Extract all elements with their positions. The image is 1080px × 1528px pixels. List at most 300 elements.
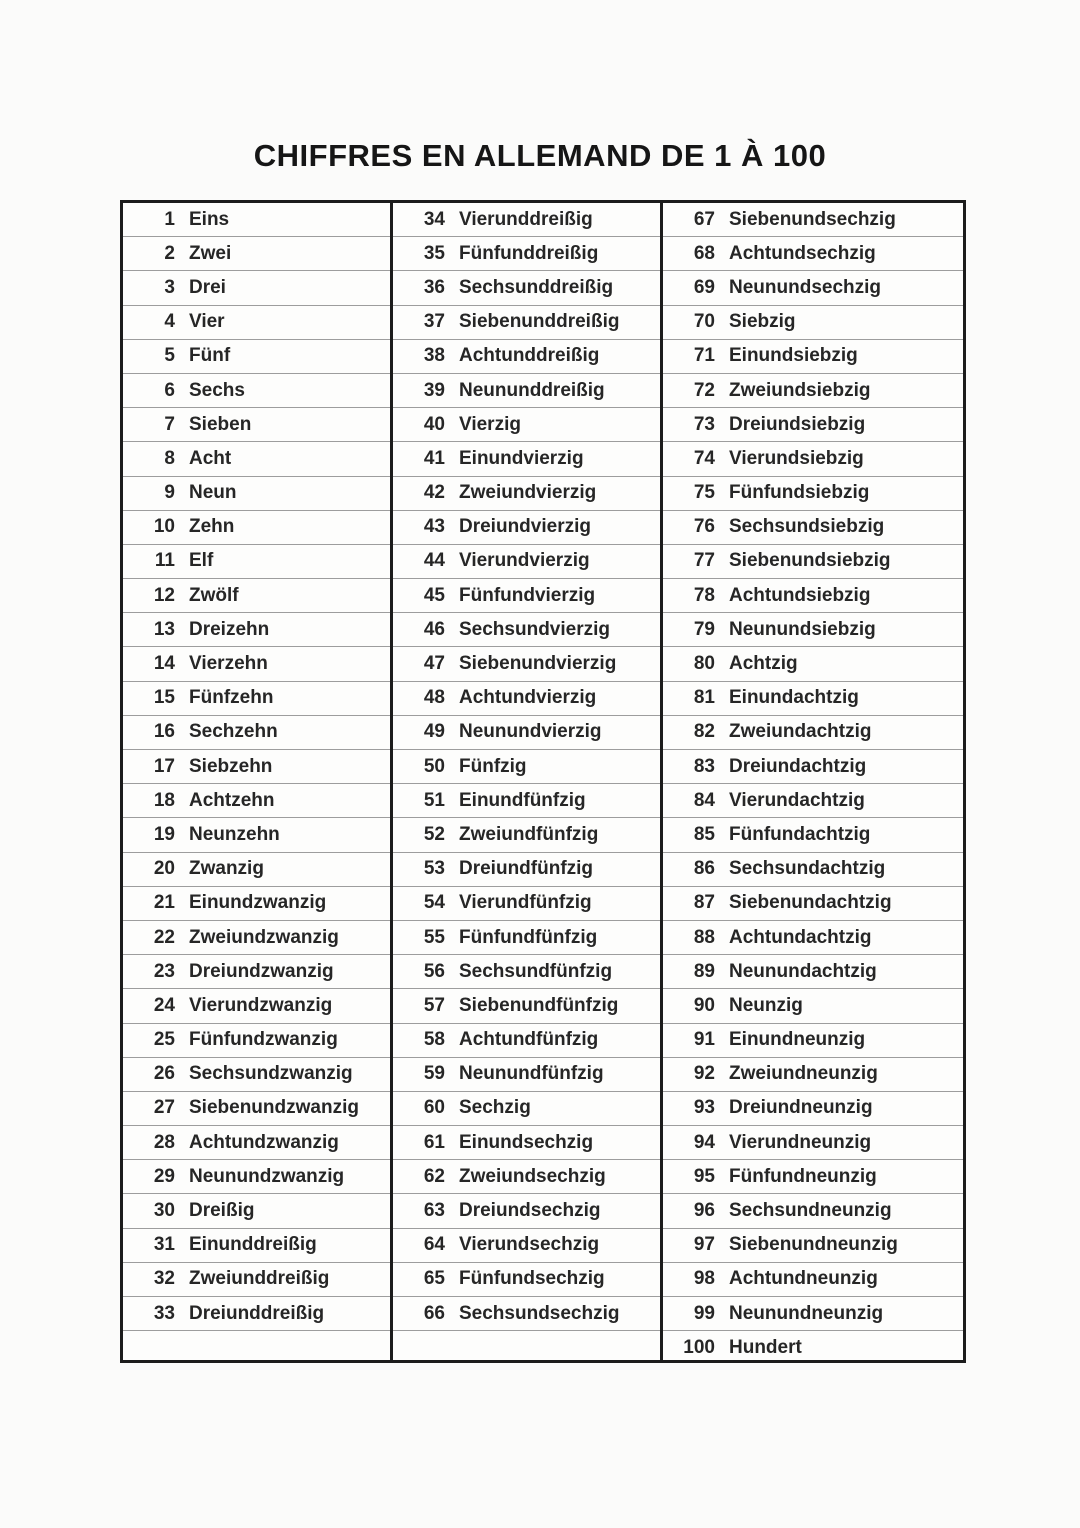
row-number: 83	[693, 755, 715, 777]
row-number: 18	[153, 789, 175, 811]
row-word: Sechsunddreißig	[459, 276, 614, 298]
row-number: 100	[683, 1336, 715, 1358]
row-number: 89	[693, 960, 715, 982]
row-word: Fünfunddreißig	[459, 242, 599, 264]
row-number: 58	[423, 1029, 445, 1051]
row-word: Einundfünfzig	[459, 789, 586, 811]
row-number: 66	[423, 1302, 445, 1324]
table-row	[123, 1263, 390, 1297]
row-word: Sechsundsiebzig	[729, 516, 885, 538]
row-word: Fünfzehn	[189, 687, 274, 709]
row-number: 95	[693, 1165, 715, 1187]
table-row	[393, 271, 660, 305]
row-number: 49	[423, 721, 445, 743]
table-row	[123, 1126, 390, 1160]
table-row	[663, 374, 963, 408]
row-number: 93	[693, 1097, 715, 1119]
row-word: Vierundzwanzig	[189, 994, 333, 1016]
table-row	[393, 989, 660, 1023]
table-row	[663, 750, 963, 784]
row-word: Siebenundneunzig	[729, 1234, 898, 1256]
row-number: 76	[693, 516, 715, 538]
table-row	[393, 340, 660, 374]
row-word: Siebenundvierzig	[459, 653, 617, 675]
numbers-table	[120, 200, 966, 1363]
table-row	[663, 340, 963, 374]
table-row	[123, 271, 390, 305]
row-word: Zweiundneunzig	[729, 1063, 878, 1085]
table-row	[393, 1126, 660, 1160]
table-row	[393, 203, 660, 237]
row-number: 12	[153, 584, 175, 606]
table-row	[663, 818, 963, 852]
row-number: 82	[693, 721, 715, 743]
row-word: Vierunddreißig	[459, 208, 593, 230]
table-row	[123, 1092, 390, 1126]
row-word: Einundvierzig	[459, 447, 584, 469]
table-row	[123, 511, 390, 545]
row-number: 5	[164, 345, 175, 367]
row-number: 7	[164, 413, 175, 435]
row-number: 98	[693, 1268, 715, 1290]
row-word: Dreiundneunzig	[729, 1097, 873, 1119]
table-row	[663, 1092, 963, 1126]
row-number: 87	[693, 892, 715, 914]
row-word: Neununddreißig	[459, 379, 605, 401]
row-number: 91	[693, 1029, 715, 1051]
table-row	[123, 955, 390, 989]
row-number: 92	[693, 1063, 715, 1085]
table-row	[393, 647, 660, 681]
table-row	[393, 818, 660, 852]
table-row	[663, 1160, 963, 1194]
row-word: Achtundsiebzig	[729, 584, 871, 606]
row-number: 34	[423, 208, 445, 230]
row-word: Vierundneunzig	[729, 1131, 872, 1153]
row-number: 94	[693, 1131, 715, 1153]
row-word: Eins	[189, 208, 230, 230]
row-word: Vierundsiebzig	[729, 447, 864, 469]
table-row	[393, 511, 660, 545]
row-number: 57	[423, 994, 445, 1016]
row-word: Vierundsechzig	[459, 1234, 600, 1256]
row-number: 43	[423, 516, 445, 538]
table-row	[123, 237, 390, 271]
row-number: 35	[423, 242, 445, 264]
row-number: 90	[693, 994, 715, 1016]
table-row	[123, 887, 390, 921]
row-word: Siebenundzwanzig	[189, 1097, 359, 1119]
row-word: Dreiunddreißig	[189, 1302, 325, 1324]
table-row	[393, 1092, 660, 1126]
row-number: 15	[153, 687, 175, 709]
row-number: 69	[693, 276, 715, 298]
row-number: 11	[154, 550, 175, 572]
table-row	[663, 477, 963, 511]
row-word: Neunzehn	[189, 823, 280, 845]
row-word: Zwanzig	[189, 858, 264, 880]
table-row	[393, 408, 660, 442]
row-word: Achtundsechzig	[729, 242, 876, 264]
row-word: Acht	[189, 447, 232, 469]
row-word: Dreizehn	[189, 618, 270, 640]
row-number: 21	[153, 892, 175, 914]
row-number: 70	[693, 311, 715, 333]
table-row	[123, 1024, 390, 1058]
row-number: 33	[153, 1302, 175, 1324]
table-row	[663, 853, 963, 887]
table-row	[123, 1297, 390, 1331]
row-word: Zweiundsechzig	[459, 1165, 606, 1187]
row-number: 4	[164, 311, 175, 333]
table-row	[393, 442, 660, 476]
row-number: 96	[693, 1200, 715, 1222]
row-word: Vierundachtzig	[729, 789, 865, 811]
row-number: 48	[423, 687, 445, 709]
table-column-3	[663, 203, 963, 1360]
table-row	[393, 716, 660, 750]
row-word: Achtundfünfzig	[459, 1029, 599, 1051]
row-word: Zwei	[189, 242, 232, 264]
table-row	[393, 545, 660, 579]
table-row	[123, 340, 390, 374]
row-number: 3	[164, 276, 175, 298]
row-word: Achtzehn	[189, 789, 275, 811]
row-number: 30	[153, 1200, 175, 1222]
table-row	[663, 955, 963, 989]
row-number: 86	[693, 858, 715, 880]
row-number: 44	[423, 550, 445, 572]
table-row	[393, 1297, 660, 1331]
row-number: 39	[423, 379, 445, 401]
row-word: Vierzehn	[189, 653, 268, 675]
row-number: 62	[423, 1165, 445, 1187]
row-word: Sechsundvierzig	[459, 618, 610, 640]
table-row	[663, 1297, 963, 1331]
row-number: 51	[423, 789, 445, 811]
table-row	[123, 306, 390, 340]
table-row	[393, 750, 660, 784]
row-number: 40	[423, 413, 445, 435]
table-row	[123, 442, 390, 476]
table-row	[663, 306, 963, 340]
row-number: 84	[693, 789, 715, 811]
table-row	[663, 647, 963, 681]
row-number: 2	[164, 242, 175, 264]
row-word: Dreißig	[189, 1200, 255, 1222]
row-number: 22	[153, 926, 175, 948]
table-row	[663, 1024, 963, 1058]
table-row	[123, 1229, 390, 1263]
row-number: 26	[153, 1063, 175, 1085]
row-number: 79	[693, 618, 715, 640]
row-word: Siebenunddreißig	[459, 311, 620, 333]
row-word: Einundachtzig	[729, 687, 859, 709]
row-number: 75	[693, 482, 715, 504]
table-row	[663, 682, 963, 716]
row-word: Zweiundvierzig	[459, 482, 597, 504]
row-number: 19	[153, 823, 175, 845]
table-row	[123, 989, 390, 1023]
row-word: Siebenundfünfzig	[459, 994, 619, 1016]
row-word: Vier	[189, 311, 225, 333]
table-row	[393, 1160, 660, 1194]
table-row	[663, 271, 963, 305]
row-word: Sechsundfünfzig	[459, 960, 613, 982]
row-number: 46	[423, 618, 445, 640]
row-number: 13	[153, 618, 175, 640]
row-word: Fünfundzwanzig	[189, 1029, 338, 1051]
row-number: 17	[153, 755, 175, 777]
row-number: 31	[153, 1234, 175, 1256]
row-number: 14	[153, 653, 175, 675]
row-number: 23	[153, 960, 175, 982]
row-number: 81	[693, 687, 715, 709]
row-word: Einundsechzig	[459, 1131, 594, 1153]
table-row	[663, 1229, 963, 1263]
row-word: Fünfundachtzig	[729, 823, 871, 845]
row-word: Sechs	[189, 379, 245, 401]
row-number: 20	[153, 858, 175, 880]
table-row	[663, 1058, 963, 1092]
table-row	[393, 579, 660, 613]
row-word: Fünfundsechzig	[459, 1268, 605, 1290]
row-word: Dreiundvierzig	[459, 516, 591, 538]
row-word: Achtundvierzig	[459, 687, 597, 709]
row-word: Neunundneunzig	[729, 1302, 884, 1324]
row-number: 63	[423, 1200, 445, 1222]
table-row	[123, 1160, 390, 1194]
row-word: Neunundzwanzig	[189, 1165, 345, 1187]
row-number: 97	[693, 1234, 715, 1256]
table-row	[663, 545, 963, 579]
row-word: Neunundfünfzig	[459, 1063, 604, 1085]
table-row	[663, 1263, 963, 1297]
table-row	[123, 579, 390, 613]
table-row	[663, 442, 963, 476]
row-number: 56	[423, 960, 445, 982]
row-word: Neun	[189, 482, 237, 504]
row-word: Vierundfünfzig	[459, 892, 592, 914]
row-number: 85	[693, 823, 715, 845]
table-row	[393, 1024, 660, 1058]
row-word: Achtunddreißig	[459, 345, 600, 367]
row-number: 54	[423, 892, 445, 914]
table-row	[123, 853, 390, 887]
table-row	[123, 613, 390, 647]
row-number: 6	[164, 379, 175, 401]
row-word: Fünfundsiebzig	[729, 482, 870, 504]
row-word: Dreiundfünfzig	[459, 858, 594, 880]
table-row	[663, 716, 963, 750]
table-row	[393, 477, 660, 511]
table-row	[123, 477, 390, 511]
row-number: 24	[153, 994, 175, 1016]
row-number: 36	[423, 276, 445, 298]
row-word: Siebenundachtzig	[729, 892, 892, 914]
table-row	[123, 784, 390, 818]
row-number: 16	[153, 721, 175, 743]
table-row	[393, 1229, 660, 1263]
row-word: Fünfundneunzig	[729, 1165, 877, 1187]
row-number: 59	[423, 1063, 445, 1085]
row-word: Neunundsechzig	[729, 276, 882, 298]
row-word: Neunundachtzig	[729, 960, 877, 982]
row-word: Sieben	[189, 413, 252, 435]
table-row	[123, 1058, 390, 1092]
table-row	[123, 1194, 390, 1228]
row-number: 65	[423, 1268, 445, 1290]
table-row	[663, 989, 963, 1023]
row-word: Zweiundzwanzig	[189, 926, 339, 948]
row-number: 61	[423, 1131, 445, 1153]
row-word: Zwölf	[189, 584, 239, 606]
table-row	[393, 613, 660, 647]
row-word: Zweiundsiebzig	[729, 379, 871, 401]
table-row	[663, 203, 963, 237]
row-word: Siebenundsiebzig	[729, 550, 891, 572]
row-number: 29	[153, 1165, 175, 1187]
table-row	[393, 921, 660, 955]
table-row	[393, 784, 660, 818]
table-row	[393, 682, 660, 716]
row-number: 1	[164, 208, 175, 230]
row-word: Sechzehn	[189, 721, 278, 743]
row-word: Zweiunddreißig	[189, 1268, 330, 1290]
row-number: 45	[423, 584, 445, 606]
row-number: 8	[164, 447, 175, 469]
row-word: Sechzig	[459, 1097, 531, 1119]
row-number: 52	[423, 823, 445, 845]
row-word: Achtundneunzig	[729, 1268, 878, 1290]
row-number: 64	[423, 1234, 445, 1256]
table-row	[123, 921, 390, 955]
table-row	[123, 545, 390, 579]
row-number: 74	[693, 447, 715, 469]
table-row	[663, 408, 963, 442]
row-word: Dreiundsechzig	[459, 1200, 601, 1222]
row-number: 37	[423, 311, 445, 333]
row-word: Hundert	[729, 1336, 802, 1358]
table-row	[393, 237, 660, 271]
row-word: Dreiundzwanzig	[189, 960, 334, 982]
table-row	[663, 784, 963, 818]
row-word: Fünf	[189, 345, 231, 367]
row-word: Sechsundsechzig	[459, 1302, 620, 1324]
row-number: 41	[423, 447, 445, 469]
row-word: Neunundsiebzig	[729, 618, 876, 640]
row-number: 10	[153, 516, 175, 538]
row-word: Sechsundachtzig	[729, 858, 886, 880]
table-row	[123, 203, 390, 237]
table-row	[123, 408, 390, 442]
row-number: 27	[153, 1097, 175, 1119]
row-word: Fünfzig	[459, 755, 527, 777]
table-row	[393, 955, 660, 989]
table-row	[123, 647, 390, 681]
row-word: Zweiundachtzig	[729, 721, 872, 743]
table-row	[663, 511, 963, 545]
table-row	[123, 682, 390, 716]
row-word: Einundneunzig	[729, 1029, 866, 1051]
row-word: Vierundvierzig	[459, 550, 590, 572]
row-number: 47	[423, 653, 445, 675]
table-row	[663, 921, 963, 955]
table-column-1	[123, 203, 393, 1360]
row-number: 60	[423, 1097, 445, 1119]
row-word: Dreiundachtzig	[729, 755, 867, 777]
table-row	[663, 237, 963, 271]
row-number: 72	[693, 379, 715, 401]
row-number: 80	[693, 653, 715, 675]
row-word: Neunzig	[729, 994, 803, 1016]
row-word: Achtundachtzig	[729, 926, 872, 948]
table-row	[663, 579, 963, 613]
row-number: 55	[423, 926, 445, 948]
row-word: Siebenundsechzig	[729, 208, 896, 230]
row-word: Sechsundzwanzig	[189, 1063, 353, 1085]
row-number: 25	[153, 1029, 175, 1051]
table-row	[123, 818, 390, 852]
row-word: Drei	[189, 276, 226, 298]
row-number: 38	[423, 345, 445, 367]
table-row	[393, 887, 660, 921]
row-word: Achtundzwanzig	[189, 1131, 339, 1153]
row-number: 28	[153, 1131, 175, 1153]
table-row	[393, 306, 660, 340]
row-word: Einundzwanzig	[189, 892, 327, 914]
row-number: 9	[164, 482, 175, 504]
row-word: Zweiundfünfzig	[459, 823, 599, 845]
row-word: Siebzehn	[189, 755, 273, 777]
row-number: 77	[693, 550, 715, 572]
table-row	[663, 887, 963, 921]
row-word: Einundsiebzig	[729, 345, 858, 367]
table-row	[663, 1126, 963, 1160]
row-number: 99	[693, 1302, 715, 1324]
table-row	[393, 1058, 660, 1092]
table-row	[123, 716, 390, 750]
row-word: Siebzig	[729, 311, 796, 333]
table-row	[123, 750, 390, 784]
row-word: Achtzig	[729, 653, 798, 675]
row-word: Vierzig	[459, 413, 521, 435]
table-row	[663, 1194, 963, 1228]
row-number: 32	[153, 1268, 175, 1290]
table-row	[663, 1331, 963, 1360]
row-number: 78	[693, 584, 715, 606]
row-word: Elf	[189, 550, 214, 572]
row-word: Sechsundneunzig	[729, 1200, 892, 1222]
table-row	[393, 1194, 660, 1228]
row-word: Zehn	[189, 516, 235, 538]
row-number: 88	[693, 926, 715, 948]
row-number: 71	[693, 345, 715, 367]
row-number: 73	[693, 413, 715, 435]
row-number: 67	[693, 208, 715, 230]
row-number: 50	[423, 755, 445, 777]
table-row	[393, 374, 660, 408]
row-word: Neunundvierzig	[459, 721, 602, 743]
table-row	[123, 374, 390, 408]
row-number: 53	[423, 858, 445, 880]
row-word: Fünfundfünfzig	[459, 926, 598, 948]
row-word: Dreiundsiebzig	[729, 413, 866, 435]
table-row	[663, 613, 963, 647]
table-column-2	[393, 203, 663, 1360]
page-title: CHIFFRES EN ALLEMAND DE 1 À 100	[253, 138, 827, 173]
row-number: 42	[423, 482, 445, 504]
